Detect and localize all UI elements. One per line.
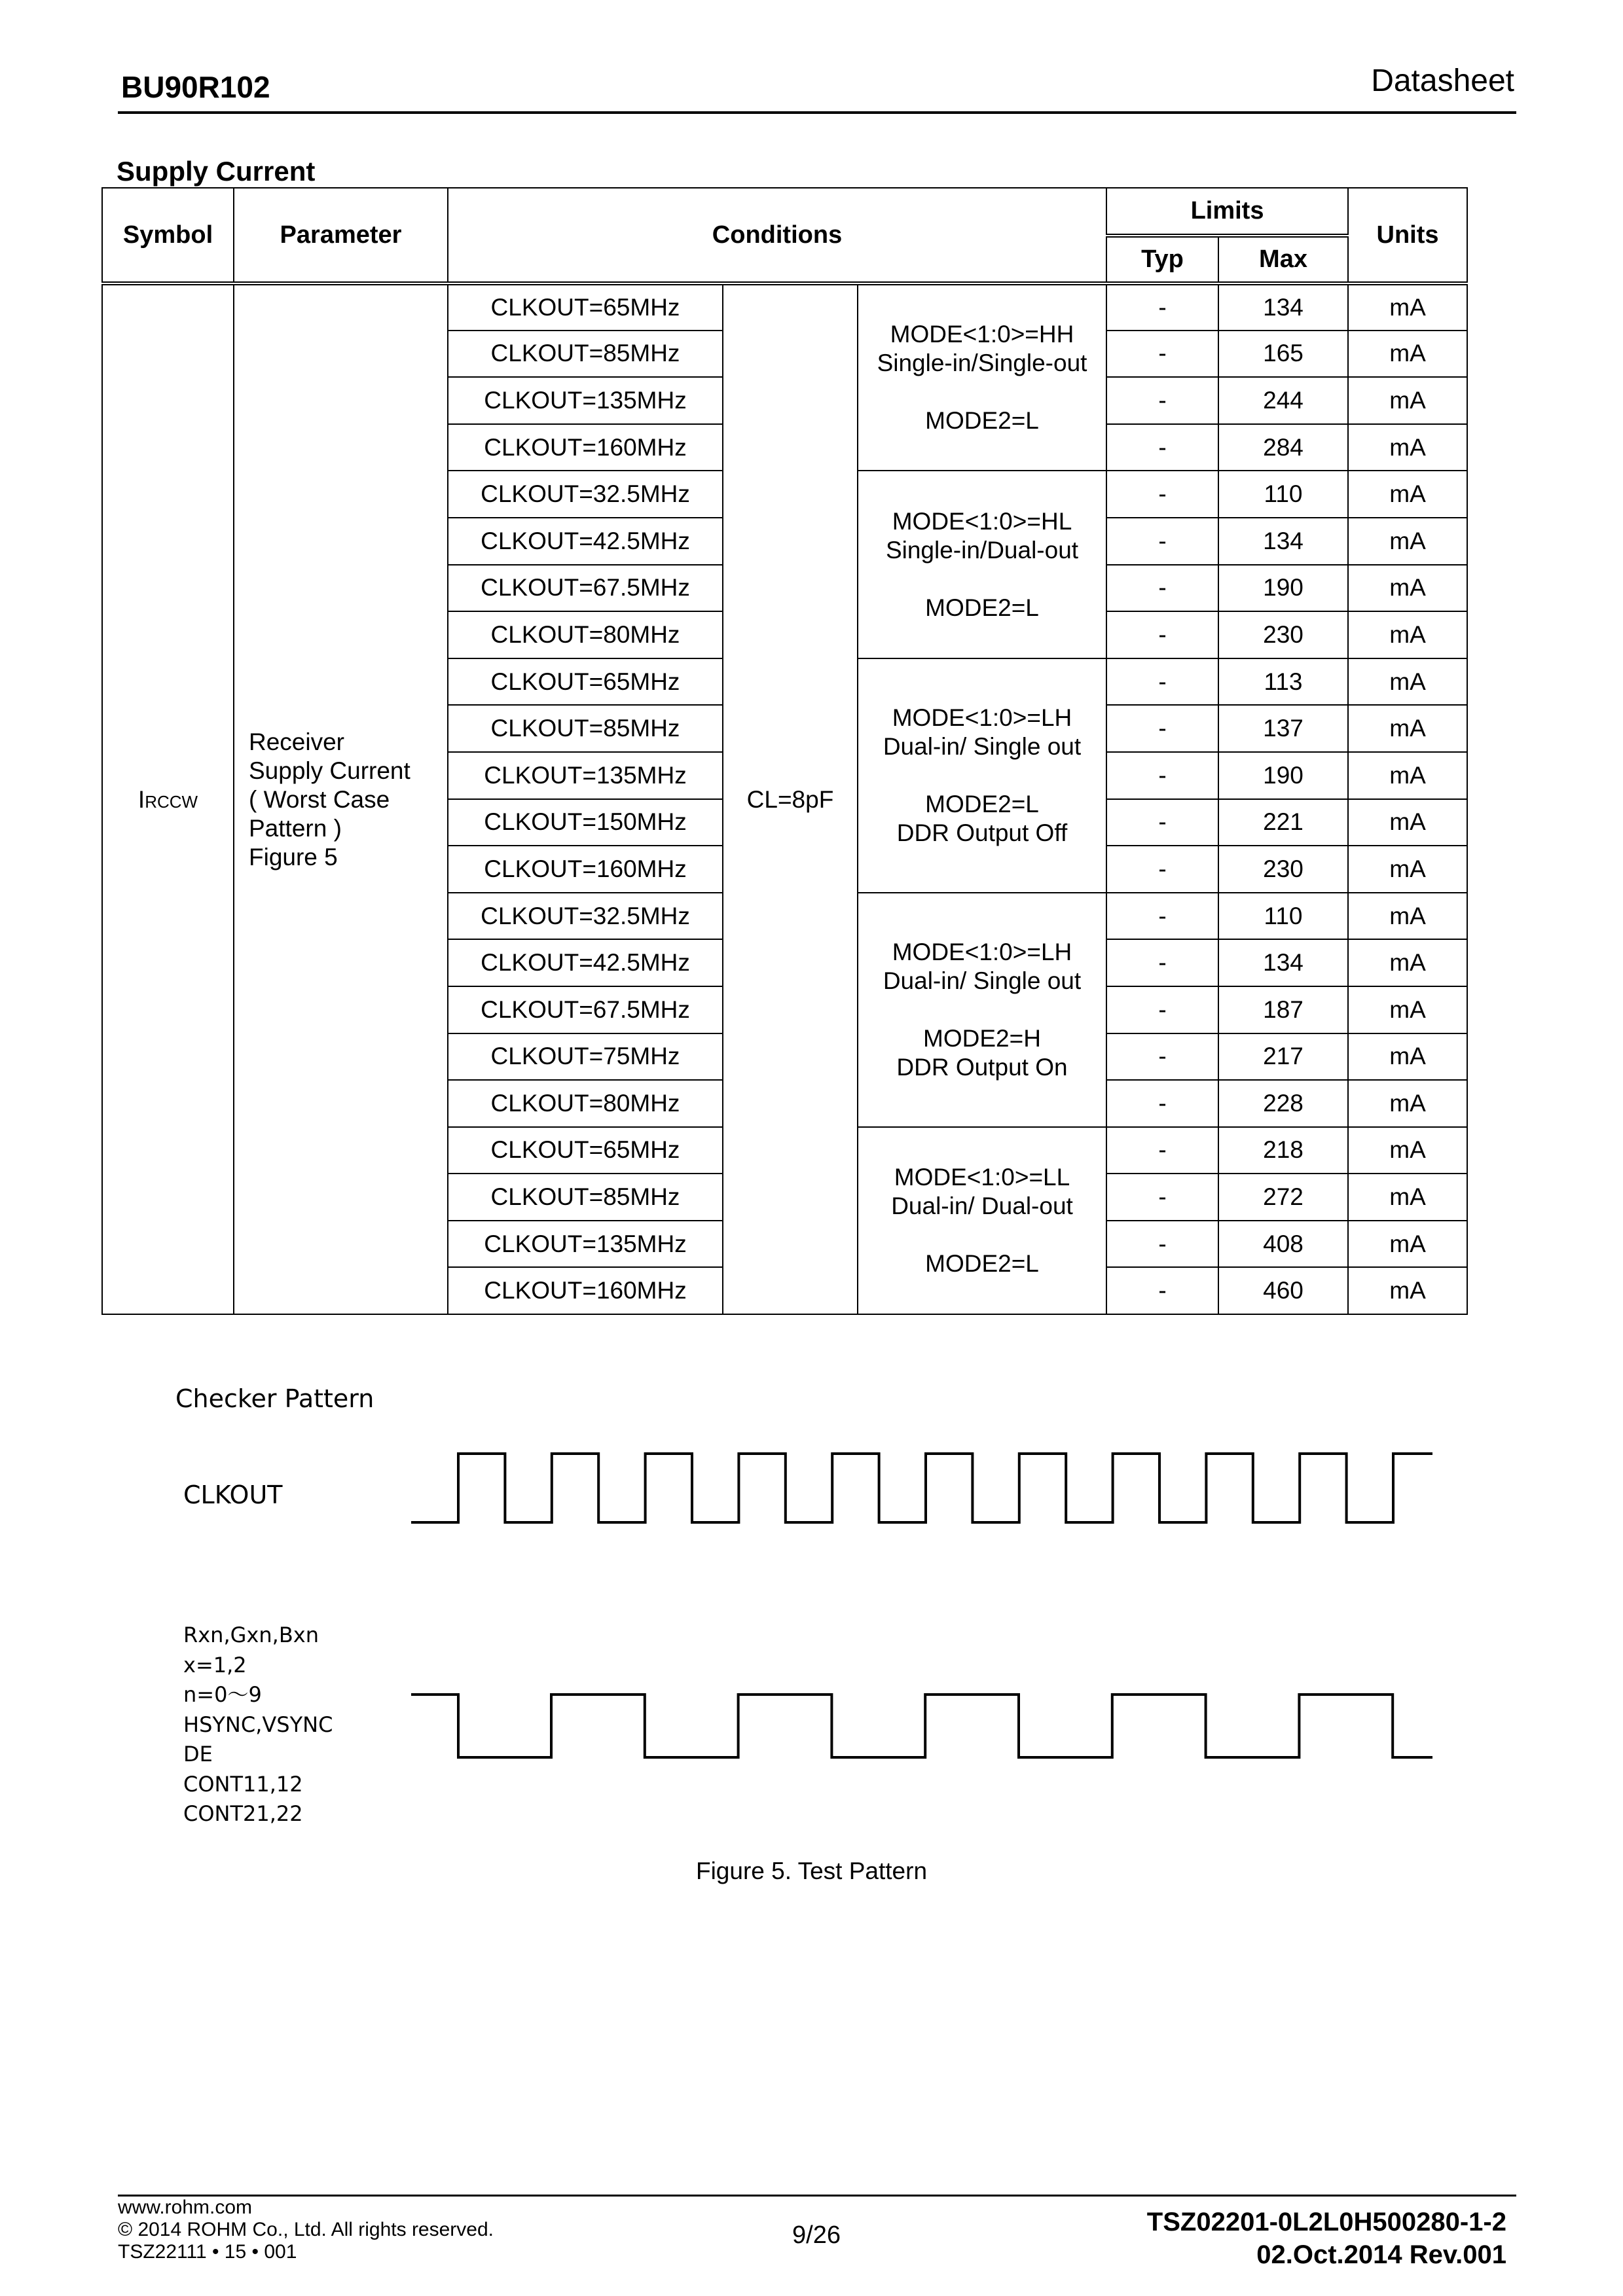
mode-line: MODE2=L (925, 1249, 1039, 1277)
clkout-cell: CLKOUT=85MHz (448, 1174, 723, 1221)
signal-label: x=1,2 (183, 1652, 247, 1677)
max-cell: 230 (1218, 611, 1348, 658)
footer-left (118, 2197, 494, 2263)
unit-cell: mA (1348, 283, 1467, 331)
mode-line: Single-in/Single-out (877, 350, 1087, 377)
unit-cell: mA (1348, 565, 1467, 612)
clkout-cell: CLKOUT=160MHz (448, 1267, 723, 1314)
max-cell: 408 (1218, 1221, 1348, 1268)
clkout-cell: CLKOUT=135MHz (448, 1221, 723, 1268)
clkout-cell: CLKOUT=160MHz (448, 846, 723, 893)
signal-label: n=0～9 (183, 1682, 262, 1707)
clkout-cell: CLKOUT=65MHz (448, 283, 723, 331)
clkout-cell: CLKOUT=85MHz (448, 705, 723, 752)
max-cell: 110 (1218, 893, 1348, 940)
mode-line: MODE<1:0>=HH (890, 321, 1074, 348)
unit-cell: mA (1348, 939, 1467, 986)
footer-copyright: © 2014 ROHM Co., Ltd. All rights reserved. (118, 2219, 494, 2240)
page-number: 9/26 (792, 2221, 841, 2249)
typ-cell: - (1106, 283, 1218, 331)
header-symbol: Symbol (102, 188, 234, 283)
footer-website: www.rohm.com (118, 2197, 253, 2218)
max-cell: 110 (1218, 471, 1348, 518)
typ-cell: - (1106, 331, 1218, 378)
typ-cell: - (1106, 518, 1218, 565)
clkout-cell: CLKOUT=160MHz (448, 424, 723, 471)
unit-cell: mA (1348, 377, 1467, 424)
symbol-subscript: RCCW (145, 791, 198, 812)
typ-cell: - (1106, 471, 1218, 518)
unit-cell: mA (1348, 986, 1467, 1033)
unit-cell: mA (1348, 1267, 1467, 1314)
header-parameter: Parameter (234, 188, 448, 283)
typ-cell: - (1106, 705, 1218, 752)
unit-cell: mA (1348, 846, 1467, 893)
typ-cell: - (1106, 1127, 1218, 1174)
max-cell: 134 (1218, 518, 1348, 565)
unit-cell: mA (1348, 1174, 1467, 1221)
load-cell: CL=8pF (723, 283, 858, 1314)
clkout-cell: CLKOUT=67.5MHz (448, 986, 723, 1033)
clkout-label: CLKOUT (183, 1480, 283, 1509)
typ-cell: - (1106, 1221, 1218, 1268)
mode-line: Single-in/Dual-out (885, 536, 1079, 564)
max-cell: 230 (1218, 846, 1348, 893)
typ-cell: - (1106, 424, 1218, 471)
unit-cell: mA (1348, 1080, 1467, 1127)
part-number: BU90R102 (121, 70, 270, 104)
clkout-cell: CLKOUT=65MHz (448, 658, 723, 706)
clkout-cell: CLKOUT=75MHz (448, 1033, 723, 1081)
parameter-line: Pattern ) (249, 814, 342, 842)
typ-cell: - (1106, 799, 1218, 846)
clkout-cell: CLKOUT=150MHz (448, 799, 723, 846)
mode-line: Dual-in/ Dual-out (891, 1192, 1073, 1219)
typ-cell: - (1106, 565, 1218, 612)
mode-line: Dual-in/ Single out (883, 967, 1082, 994)
header-limits: Limits (1106, 188, 1348, 236)
signal-label: CONT21,22 (183, 1801, 303, 1826)
unit-cell: mA (1348, 1127, 1467, 1174)
typ-cell: - (1106, 986, 1218, 1033)
clkout-cell: CLKOUT=80MHz (448, 1080, 723, 1127)
header-units: Units (1348, 188, 1467, 283)
max-cell: 190 (1218, 565, 1348, 612)
typ-cell: - (1106, 1267, 1218, 1314)
parameter-line: Figure 5 (249, 843, 338, 870)
mode-line: Dual-in/ Single out (883, 732, 1082, 760)
parameter-line: Receiver (249, 728, 344, 755)
mode-line: MODE<1:0>=LL (894, 1163, 1070, 1191)
typ-cell: - (1106, 658, 1218, 706)
max-cell: 217 (1218, 1033, 1348, 1081)
mode-line: MODE<1:0>=LH (892, 938, 1072, 965)
typ-cell: - (1106, 893, 1218, 940)
unit-cell: mA (1348, 424, 1467, 471)
clkout-cell: CLKOUT=42.5MHz (448, 939, 723, 986)
max-cell: 190 (1218, 752, 1348, 799)
checker-pattern-title: Checker Pattern (175, 1384, 374, 1413)
signal-label: Rxn,Gxn,Bxn (183, 1623, 319, 1647)
clkout-cell: CLKOUT=65MHz (448, 1127, 723, 1174)
mode-line: MODE<1:0>=LH (892, 704, 1072, 731)
mode-line: DDR Output On (896, 1053, 1068, 1081)
max-cell: 187 (1218, 986, 1348, 1033)
mode-line: MODE2=L (925, 407, 1039, 435)
clkout-cell: CLKOUT=42.5MHz (448, 518, 723, 565)
signal-label: HSYNC,VSYNC (183, 1712, 333, 1737)
clkout-cell: CLKOUT=135MHz (448, 377, 723, 424)
typ-cell: - (1106, 1080, 1218, 1127)
footer-form-code: TSZ22111 • 15 • 001 (118, 2241, 297, 2263)
header-max: Max (1218, 236, 1348, 283)
unit-cell: mA (1348, 799, 1467, 846)
header-typ: Typ (1106, 236, 1218, 283)
max-cell: 460 (1218, 1267, 1348, 1314)
typ-cell: - (1106, 377, 1218, 424)
max-cell: 113 (1218, 658, 1348, 706)
mode-line: MODE<1:0>=HL (892, 507, 1072, 535)
unit-cell: mA (1348, 705, 1467, 752)
unit-cell: mA (1348, 611, 1467, 658)
unit-cell: mA (1348, 658, 1467, 706)
max-cell: 137 (1218, 705, 1348, 752)
unit-cell: mA (1348, 518, 1467, 565)
max-cell: 221 (1218, 799, 1348, 846)
unit-cell: mA (1348, 331, 1467, 378)
max-cell: 165 (1218, 331, 1348, 378)
mode-line: MODE2=H (923, 1024, 1041, 1052)
typ-cell: - (1106, 752, 1218, 799)
max-cell: 244 (1218, 377, 1348, 424)
signal-label: CONT11,12 (183, 1771, 303, 1797)
signal-label: DE (183, 1742, 213, 1767)
data-waveform (411, 1695, 1432, 1757)
clkout-cell: CLKOUT=32.5MHz (448, 471, 723, 518)
figure-caption: Figure 5. Test Pattern (695, 1857, 928, 1884)
unit-cell: mA (1348, 471, 1467, 518)
parameter-line: ( Worst Case (249, 785, 390, 813)
date-revision: 02.Oct.2014 Rev.001 (1256, 2240, 1506, 2269)
typ-cell: - (1106, 1174, 1218, 1221)
unit-cell: mA (1348, 1221, 1467, 1268)
max-cell: 272 (1218, 1174, 1348, 1221)
footer-right (1147, 2206, 1506, 2271)
typ-cell: - (1106, 939, 1218, 986)
mode-line: MODE2=L (925, 594, 1039, 621)
parameter-line: Supply Current (249, 757, 410, 784)
unit-cell: mA (1348, 752, 1467, 799)
typ-cell: - (1106, 611, 1218, 658)
unit-cell: mA (1348, 893, 1467, 940)
clkout-waveform (411, 1454, 1432, 1522)
symbol-main: I (137, 785, 145, 813)
doc-number: TSZ02201-0L2L0H500280-1-2 (1146, 2208, 1506, 2236)
clkout-cell: CLKOUT=85MHz (448, 331, 723, 378)
mode-line: MODE2=L (925, 790, 1039, 817)
doc-type: Datasheet (1371, 63, 1514, 98)
clkout-cell: CLKOUT=32.5MHz (448, 893, 723, 940)
max-cell: 218 (1218, 1127, 1348, 1174)
clkout-cell: CLKOUT=135MHz (448, 752, 723, 799)
mode-line: DDR Output Off (896, 819, 1068, 846)
max-cell: 134 (1218, 283, 1348, 331)
max-cell: 228 (1218, 1080, 1348, 1127)
max-cell: 284 (1218, 424, 1348, 471)
clkout-cell: CLKOUT=80MHz (448, 611, 723, 658)
header-conditions: Conditions (448, 188, 1106, 283)
unit-cell: mA (1348, 1033, 1467, 1081)
typ-cell: - (1106, 846, 1218, 893)
typ-cell: - (1106, 1033, 1218, 1081)
max-cell: 134 (1218, 939, 1348, 986)
section-title: Supply Current (117, 156, 316, 187)
clkout-cell: CLKOUT=67.5MHz (448, 565, 723, 612)
